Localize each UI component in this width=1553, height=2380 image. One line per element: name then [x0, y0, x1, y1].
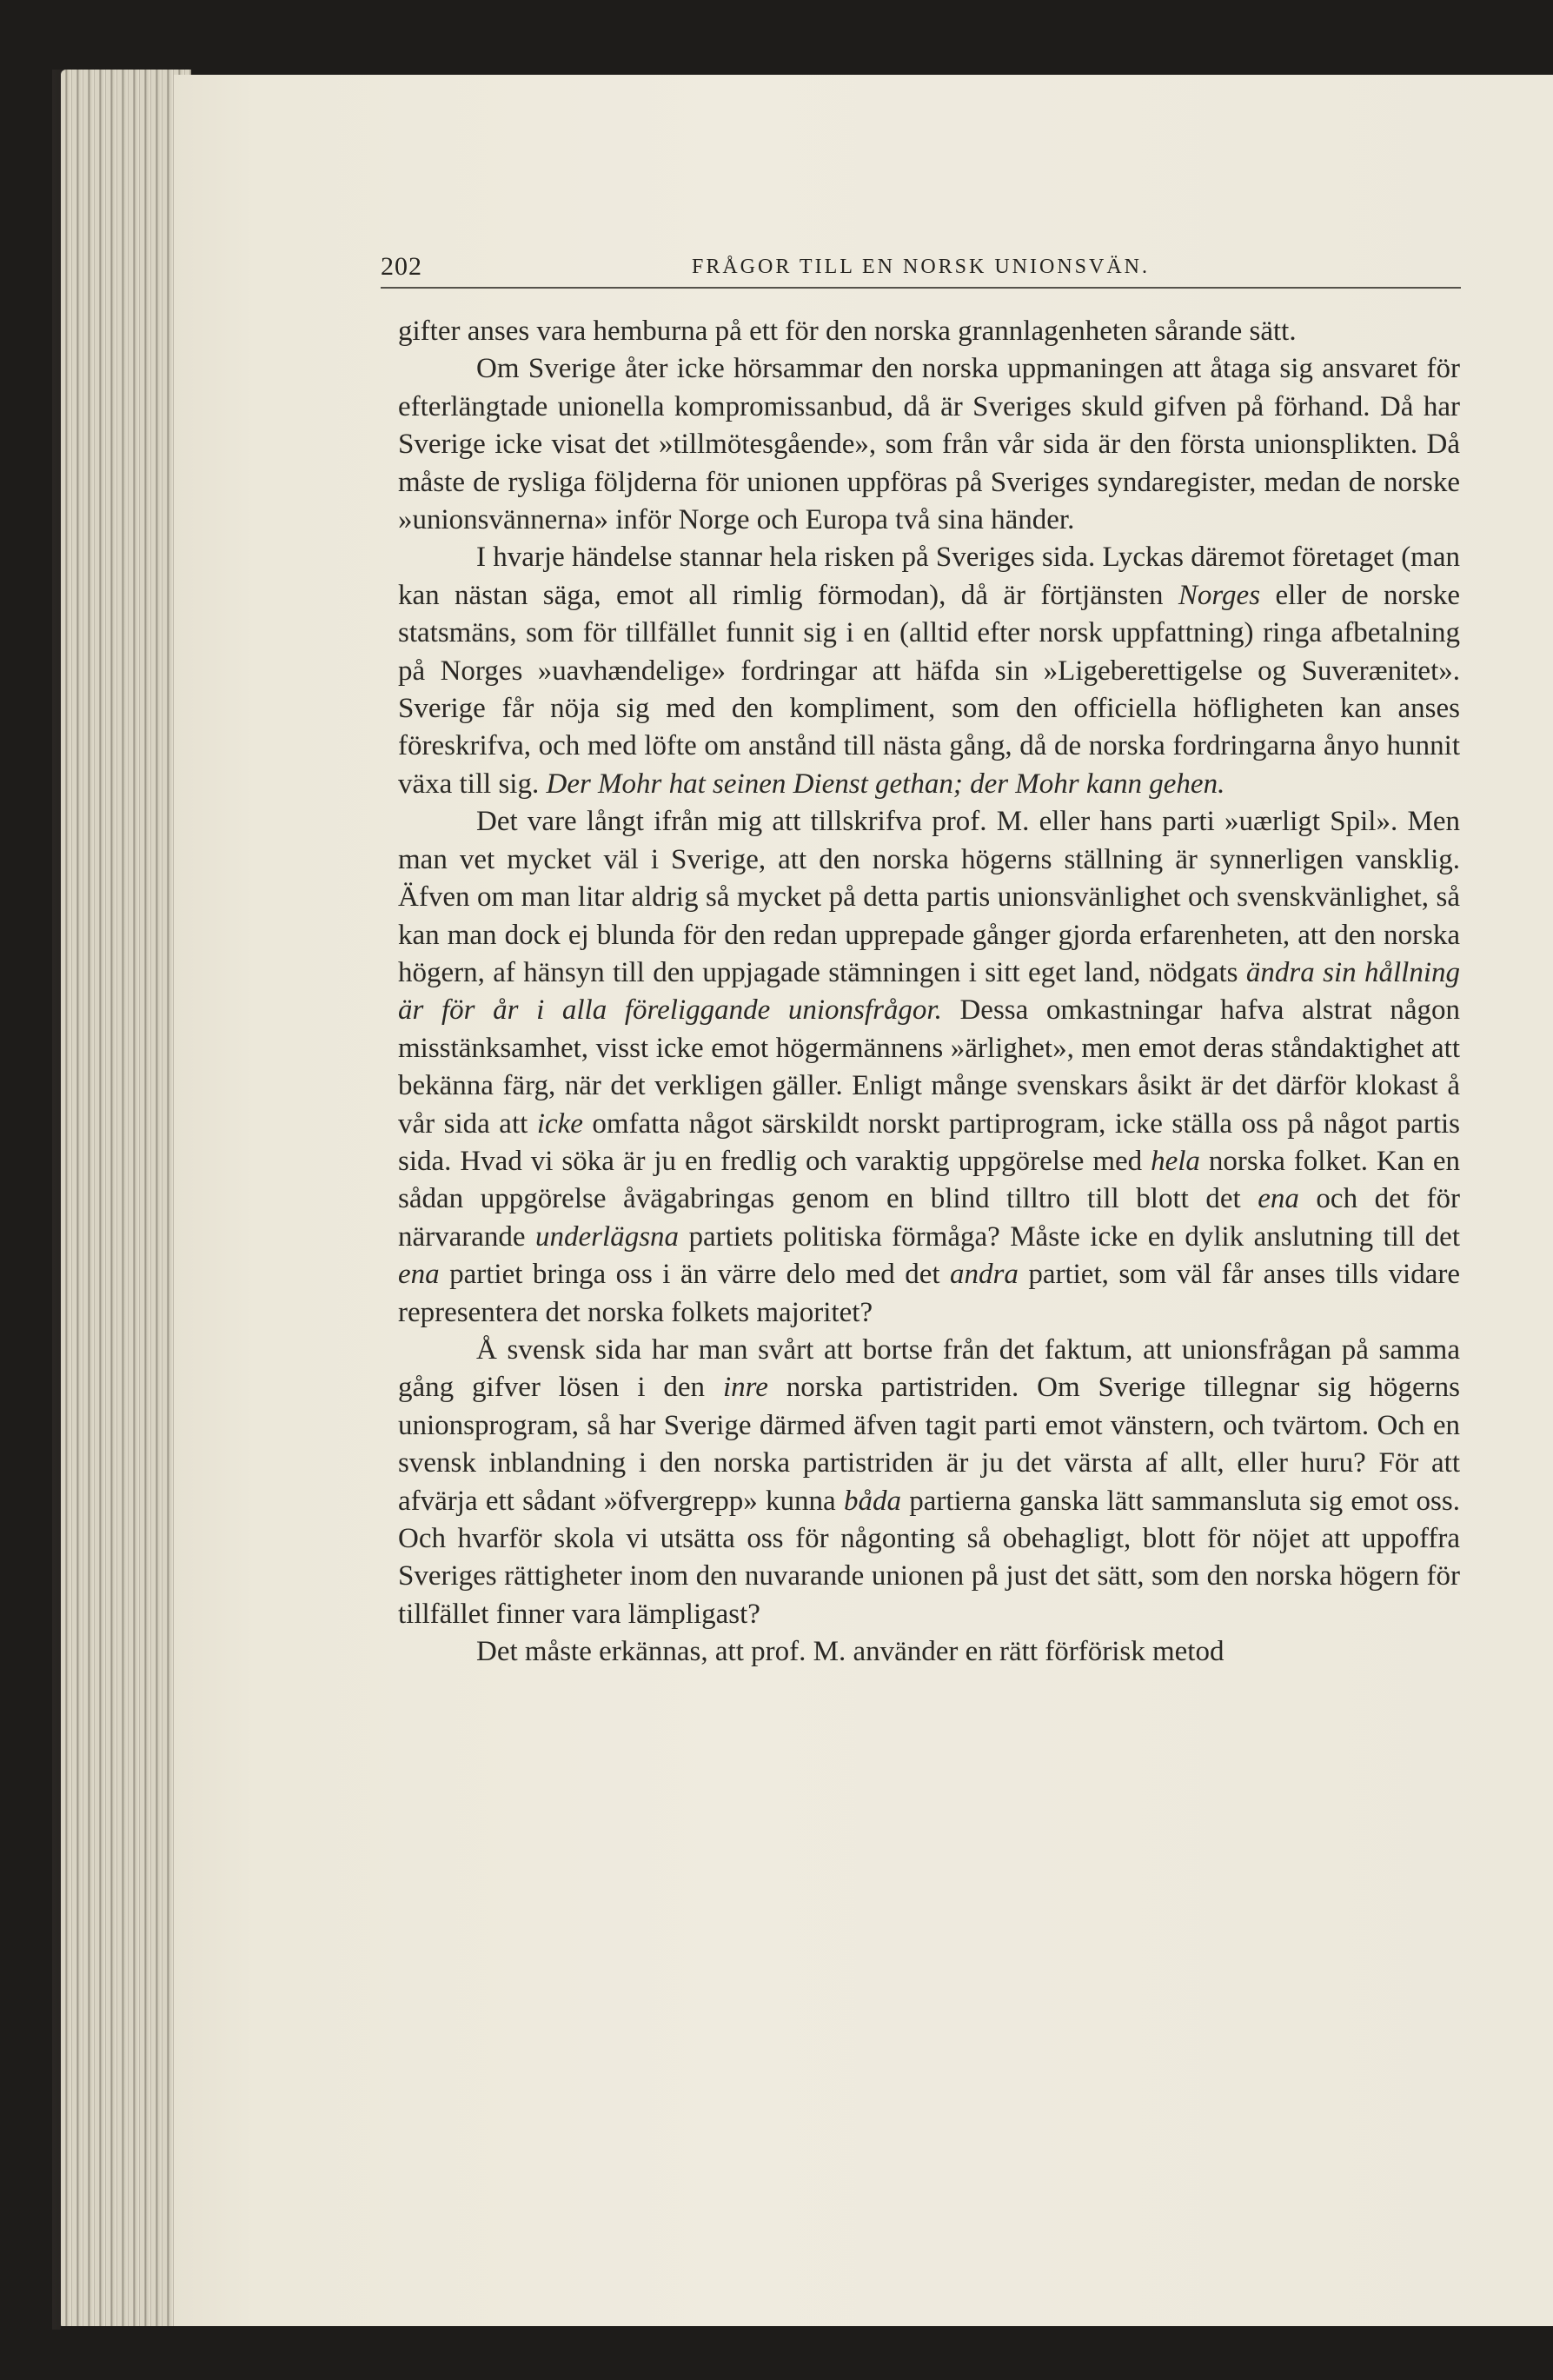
- running-title: FRÅGOR TILL EN NORSK UNIONSVÄN.: [691, 256, 1150, 278]
- paragraph: [398, 1633, 1460, 1671]
- italic-text: Der Mohr hat seinen Dienst gethan; der Mohr kann gehen.: [546, 768, 1225, 800]
- text-run: och det för närvarande: [398, 1183, 1460, 1253]
- text-run: partiet, som väl får anses tills vidare representera det norska folkets majoritet?: [398, 1259, 1461, 1328]
- italic-text: inre: [722, 1372, 768, 1404]
- text-run: eller de norske statsmäns, som för tillfället funnit sig i en (alltid efter norsk uppfattning) ringa afbetalning på Norges »uavhændelige» fordringar att häfda sin »Ligeberettigelse og Suverænitet». Sverige får nöja sig med den kompliment, som den officiella höfligheten kan anses föreskrifva, och med löfte om anstånd till nästa gång, då de norska fordringarna ånyo hunnit växa till sig.: [398, 579, 1460, 800]
- paragraph: [398, 539, 1460, 803]
- italic-text: ena: [1258, 1183, 1299, 1215]
- text-run: gifter anses vara hemburna på ett för den norska grannlagenheten sårande sätt.: [398, 316, 1297, 347]
- page-number: 202: [381, 252, 422, 281]
- text-run: partiets politiska förmåga? Måste icke en dylik anslutning till det: [679, 1220, 1460, 1253]
- text-run: partierna ganska lätt sammansluta sig emot oss. Och hvarför skola vi utsätta oss för någonting så obehagligt, blott för nöjet att uppoffra Sveriges rättigheter inom den nuvarande unionen på just det sätt, som den norska högern för tillfället finner vara lämpligast?: [398, 1485, 1460, 1630]
- text-run: Dessa omkastningar hafva alstrat någon misstänksamhet, visst icke emot högermännens »ärlighet», men emot deras ståndaktighet att bekänna färg, när det verkligen gäller. Enligt månge svenskars åsikt är det därför klokast å vår sida att: [398, 994, 1460, 1140]
- text-run: Om Sverige åter icke hörsammar den norska uppmaningen att åtaga sig ansvaret för efterlängtade unionella kompromissanbud, då är Sveriges skuld gifven på förhand. Då har Sverige icke visat det »tillmötesgående», som från vår sida är den första unionsplikten. Då måste de rysliga följderna för unionen uppföras på Sveriges syndaregister, medan de norske »unionsvännerna» inför Norge och Europa två sina händer.: [398, 353, 1460, 536]
- italic-text: ändra sin hållning är för år i alla föreliggande unionsfrågor.: [398, 956, 1460, 1027]
- paragraph: [398, 350, 1460, 539]
- italic-text: icke: [536, 1107, 583, 1140]
- italic-text: underlägsna: [535, 1220, 680, 1253]
- paragraph: [398, 1332, 1460, 1633]
- page-edges: [61, 70, 191, 2330]
- running-header: [381, 252, 1461, 289]
- body-text: [398, 313, 1460, 1672]
- italic-text: Norges: [1178, 579, 1261, 611]
- text-run: Å svensk sida har man svårt att bortse från det faktum, att unionsfrågan på samma gång gifver lösen i den: [398, 1333, 1460, 1404]
- italic-text: båda: [843, 1485, 901, 1517]
- text-run: I hvarje händelse stannar hela risken på Sveriges sida. Lyckas däremot företaget (man kan nästan säga, emot all rimlig förmodan), då är förtjänsten: [398, 542, 1460, 611]
- paragraph: [398, 803, 1460, 1332]
- bottom-margin: [61, 2326, 1553, 2380]
- italic-text: ena: [398, 1259, 440, 1291]
- italic-text: hela: [1151, 1145, 1200, 1177]
- text-run: norska folket. Kan en sådan uppgörelse åvägabringas genom en blind tilltro till blott det: [398, 1145, 1460, 1215]
- text-run: norska partistriden. Om Sverige tillegnar sig högerns unionsprogram, så har Sverige därmed äfven tagit parti emot vänstern, och tvärtom. Och en svensk inblandning i den norska partistriden är ju det värsta af allt, eller huru? För att afvärja ett sådant »öfvergrepp» kunna: [398, 1372, 1460, 1517]
- text-run: partiet bringa oss i än värre delo med det: [439, 1259, 951, 1291]
- text-run: omfatta något särskildt norskt partiprogram, icke ställa oss på något partis sida. Hvad vi söka är ju en fredlig och varaktig uppgörelse med: [398, 1107, 1461, 1177]
- paragraph: [398, 313, 1460, 350]
- text-run: Det måste erkännas, att prof. M. använder en rätt förförisk metod: [476, 1636, 1224, 1668]
- italic-text: andra: [950, 1259, 1019, 1291]
- text-run: Det vare långt ifrån mig att tillskrifva prof. M. eller hans parti »uærligt Spil». Men man vet mycket väl i Sverige, att den norska högerns ställning är synnerligen vansklig. Äfven om man litar aldrig så mycket på detta partis unionsvänlighet och svenskvänlighet, så kan man dock ej blunda för den redan upprepade gånger gjorda erfarenheten, att den norska högern, af hänsyn till den uppjagade stämningen i sitt eget land, nödgats: [398, 806, 1460, 988]
